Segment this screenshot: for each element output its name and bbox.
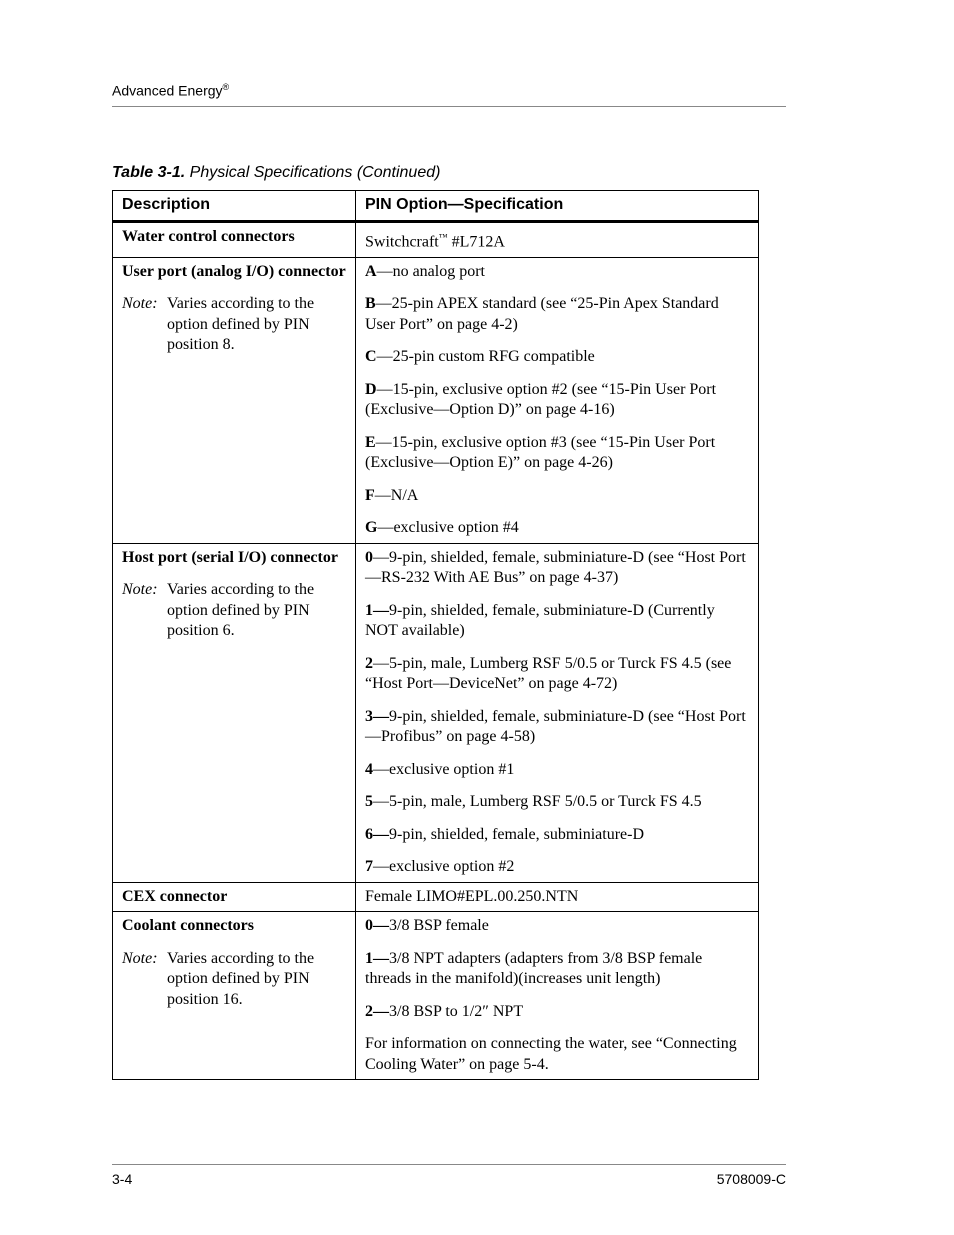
specification-cell: [356, 222, 759, 258]
option-item: [365, 825, 749, 846]
description-cell: [113, 257, 356, 543]
row-label: User port (analog I/O) connector: [122, 262, 346, 280]
option-item: [365, 347, 749, 368]
option-key: B: [365, 295, 376, 313]
description-cell: [113, 882, 356, 912]
page-number: 3-4: [112, 1171, 133, 1187]
option-text: —25-pin APEX standard (see “25-Pin Apex Standard User Port” on page 4-2): [365, 295, 719, 333]
option-text: —9-pin, shielded, female, subminiature-D (see “Host Port—RS-232 With AE Bus” on page 4-37): [365, 548, 746, 587]
option-key: 5: [365, 793, 373, 811]
option-text: 9-pin, shielded, female, subminiature-D (see “Host Port—Profibus” on page 4-58): [365, 707, 746, 746]
option-item: [365, 601, 749, 642]
option-key: 3—: [365, 707, 389, 725]
table-row-user-port: [113, 257, 759, 543]
option-item: [365, 857, 749, 878]
table-row-coolant: [113, 912, 759, 1080]
physical-specifications-table: [112, 190, 759, 1080]
note: [122, 580, 346, 642]
header-title: [112, 82, 229, 99]
option-item: [365, 949, 749, 990]
option-text: 3/8 BSP female: [389, 917, 489, 935]
option-item: [365, 792, 749, 813]
column-header-description: Description: [113, 191, 356, 222]
option-item: [365, 707, 749, 748]
option-key: 0—: [365, 917, 389, 935]
option-text: —exclusive option #2: [373, 858, 515, 876]
option-item: [365, 433, 749, 474]
option-key: 6—: [365, 825, 389, 843]
spec-text: Female LIMO#EPL.00.250.NTN: [365, 887, 579, 905]
trademark-mark: ™: [438, 232, 448, 242]
option-text: 9-pin, shielded, female, subminiature-D: [389, 825, 645, 843]
description-cell: [113, 543, 356, 882]
note-text: Varies according to the option defined by PIN position 16.: [167, 949, 315, 1008]
option-key: 4: [365, 760, 373, 778]
option-item: [365, 548, 749, 589]
option-text: 3/8 BSP to 1/2″ NPT: [389, 1002, 524, 1020]
option-text: —15-pin, exclusive option #2 (see “15-Pin User Port (Exclusive—Option D)” on page 4-16): [365, 380, 717, 419]
note-label: Note:: [122, 949, 158, 967]
specification-cell: [356, 543, 759, 882]
option-key: 2: [365, 654, 373, 672]
option-item: [365, 294, 749, 335]
description-cell: [113, 912, 356, 1080]
spec-text: #L712A: [447, 233, 505, 251]
row-label: Host port (serial I/O) connector: [122, 548, 338, 566]
option-key: 1—: [365, 949, 389, 967]
description-cell: [113, 222, 356, 258]
spec-text: Switchcraft: [365, 233, 439, 251]
registered-mark: ®: [222, 82, 230, 92]
option-item: [365, 262, 749, 283]
table-caption: [112, 164, 440, 182]
option-text: 9-pin, shielded, female, subminiature-D (Currently NOT available): [365, 601, 715, 640]
table-row-water: [113, 222, 759, 258]
option-key: 2—: [365, 1002, 389, 1020]
option-key: E: [365, 433, 376, 451]
option-item: [365, 380, 749, 421]
option-text: —5-pin, male, Lumberg RSF 5/0.5 or Turck FS 4.5 (see “Host Port—DeviceNet” on page 4-72): [365, 654, 732, 693]
option-key: D: [365, 380, 377, 398]
column-header-pin-option: PIN Option—Specification: [356, 191, 759, 222]
note-label: Note:: [122, 581, 158, 599]
note: [122, 294, 346, 356]
caption-title: Physical Specifications (Continued): [185, 164, 441, 181]
option-item: [365, 654, 749, 695]
option-item: [365, 1002, 749, 1023]
note: [122, 949, 346, 1011]
option-text: —N/A: [374, 486, 419, 504]
company-name: Advanced Energy: [112, 82, 223, 99]
table-row-cex: [113, 882, 759, 912]
document-number: 5708009-C: [716, 1171, 786, 1187]
row-label: Coolant connectors: [122, 917, 254, 935]
option-item: [365, 518, 749, 539]
row-label: Water control connectors: [122, 228, 295, 245]
option-key: G: [365, 519, 378, 537]
caption-label: Table 3-1.: [112, 164, 186, 181]
header-divider: [112, 106, 786, 107]
note-label: Note:: [122, 295, 158, 313]
table-header-row: [113, 191, 759, 222]
specification-cell: [356, 882, 759, 912]
option-text: —no analog port: [376, 262, 485, 280]
option-key: 0: [365, 548, 373, 566]
option-key: C: [365, 348, 377, 366]
option-text: —5-pin, male, Lumberg RSF 5/0.5 or Turck FS 4.5: [373, 793, 702, 811]
note-text: Varies according to the option defined by PIN position 8.: [167, 295, 315, 354]
table-row-host-port: [113, 543, 759, 882]
option-item: [365, 916, 749, 937]
option-text: —exclusive option #1: [373, 760, 515, 778]
option-key: 1—: [365, 601, 389, 619]
option-key: A: [365, 262, 377, 280]
info-text: For information on connecting the water, see “Connecting Cooling Water” on page 5-4.: [365, 1035, 737, 1073]
option-key: 7: [365, 858, 373, 876]
specification-cell: [356, 257, 759, 543]
option-item: [365, 486, 749, 507]
option-text: —15-pin, exclusive option #3 (see “15-Pin User Port (Exclusive—Option E)” on page 4-26): [365, 433, 716, 472]
specification-cell: [356, 912, 759, 1080]
option-item: [365, 760, 749, 781]
option-text: —exclusive option #4: [377, 519, 519, 537]
row-label: CEX connector: [122, 887, 228, 905]
footer-divider: [112, 1164, 786, 1165]
note-text: Varies according to the option defined by PIN position 6.: [167, 581, 315, 640]
option-text: 3/8 NPT adapters (adapters from 3/8 BSP female threads in the manifold)(increases unit length): [365, 949, 703, 988]
option-text: —25-pin custom RFG compatible: [376, 348, 595, 366]
option-key: F: [365, 486, 375, 504]
